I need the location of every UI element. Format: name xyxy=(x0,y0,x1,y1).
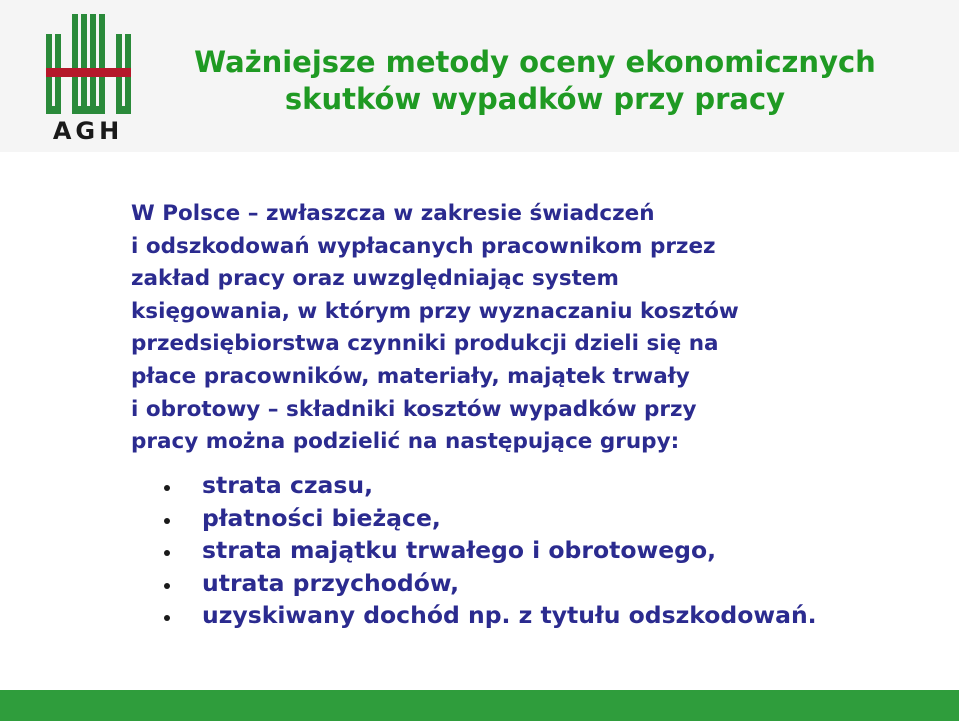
list-item-text: strata majątku trwałego i obrotowego, xyxy=(202,536,717,564)
paragraph-line: zakład pracy oraz uwzględniając system xyxy=(131,266,619,292)
list-item xyxy=(160,502,817,535)
list-item-text: uzyskiwany dochód np. z tytułu odszkodowań. xyxy=(202,601,817,629)
list-item xyxy=(160,599,817,632)
bullet-icon xyxy=(164,518,170,524)
paragraph-line: W Polsce – zwłaszcza w zakresie świadczeń xyxy=(131,201,655,226)
svg-text:AGH: AGH xyxy=(52,117,124,144)
paragraph-line: przedsiębiorstwa czynniki produkcji dzieli się na xyxy=(131,331,719,357)
paragraph-line: płace pracowników, materiały, majątek trwały xyxy=(131,363,690,389)
slide-title xyxy=(140,44,930,118)
list-item-text: płatności bieżące, xyxy=(202,503,441,532)
paragraph-line: pracy można podzielić na następujące grupy: xyxy=(131,429,680,455)
agh-logo xyxy=(44,14,134,144)
title-line-2: skutków wypadków przy pracy xyxy=(284,82,786,116)
list-item-text: strata czasu, xyxy=(202,471,374,499)
list-item-text: utrata przychodów, xyxy=(202,568,459,597)
bullet-icon xyxy=(164,485,170,491)
intro-paragraph xyxy=(131,198,931,459)
list-item xyxy=(160,567,817,600)
paragraph-line: i obrotowy – składniki kosztów wypadków przy xyxy=(131,396,697,422)
title-line-1: Ważniejsze metody oceny ekonomicznych xyxy=(194,45,876,79)
paragraph-line: księgowania, w którym przy wyznaczaniu kosztów xyxy=(131,298,739,324)
footer-bar xyxy=(0,690,959,721)
cost-groups-list xyxy=(160,469,817,632)
paragraph-line: i odszkodowań wypłacanych pracownikom przez xyxy=(131,233,716,259)
bullet-icon xyxy=(164,583,170,589)
bullet-icon xyxy=(164,550,170,556)
bullet-icon xyxy=(164,615,170,621)
list-item xyxy=(160,534,817,567)
list-item xyxy=(160,469,817,502)
